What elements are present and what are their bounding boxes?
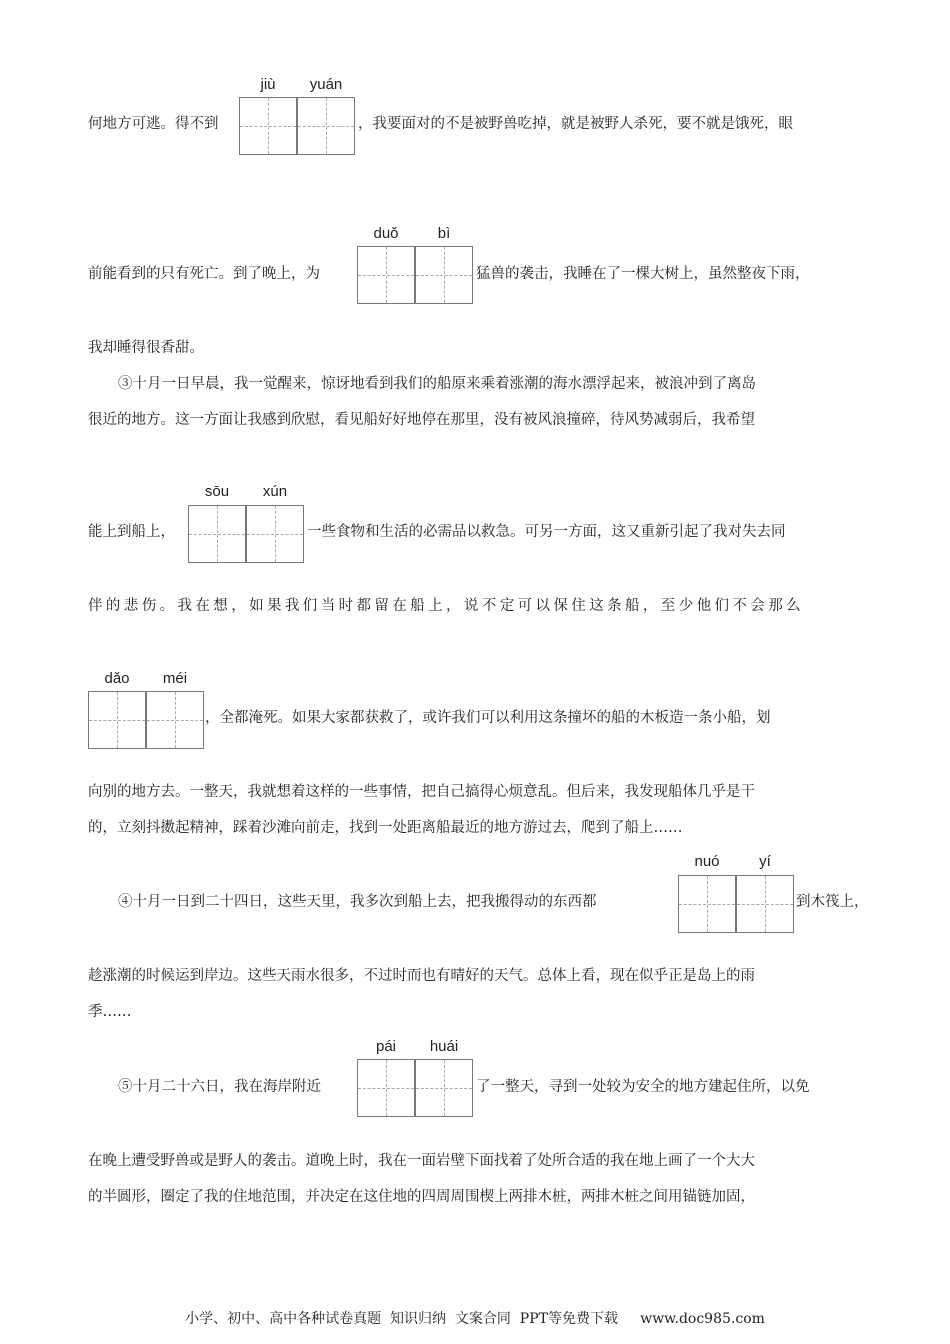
text-line: 在晚上遭受野兽或是野人的袭击。道晚上时，我在一面岩壁下面找着了处所合适的我在地上画了一个大大 (88, 1153, 755, 1169)
text-line: 猛兽的袭击，我睡在了一棵大树上，虽然整夜下雨， (476, 266, 810, 282)
pinyin-label: pái (375, 1038, 397, 1055)
text-line-content: 伴的悲伤。我在想，如果我们当时都留在船上，说不定可以保住这条船，至少他们不会那么 (88, 598, 804, 614)
pinyin-label: huái (429, 1038, 459, 1055)
answer-box[interactable] (357, 1059, 415, 1117)
pinyin-label: duǒ (373, 225, 399, 242)
text-line: 前能看到的只有死亡。到了晚上，为 (88, 266, 320, 282)
pinyin-label: jiù (260, 76, 276, 93)
pinyin-label: yí (759, 853, 771, 870)
text-line: 季…… (88, 1004, 132, 1020)
text-line (88, 596, 860, 616)
text-line: 向别的地方去。一整天，我就想着这样的一些事情，把自己搞得心烦意乱。但后来，我发现船体几乎是干 (88, 784, 755, 800)
answer-box[interactable] (678, 875, 736, 933)
paragraph-5-line: ⑤十月二十六日，我在海岸附近 (118, 1079, 321, 1095)
pinyin-label: dǎo (104, 670, 130, 687)
answer-box[interactable] (239, 97, 297, 155)
answer-box[interactable] (357, 246, 415, 304)
answer-box[interactable] (297, 97, 355, 155)
text-line: 的，立刻抖擞起精神，踩着沙滩向前走，找到一处距离船最近的地方游过去，爬到了船上…… (88, 820, 683, 836)
pinyin-label: xún (262, 483, 288, 500)
text-line: 一些食物和生活的必需品以救急。可另一方面，这又重新引起了我对失去同 (307, 524, 786, 540)
answer-box[interactable] (736, 875, 794, 933)
pinyin-label: sōu (204, 483, 230, 500)
pinyin-label: bì (437, 225, 451, 242)
text-line: 很近的地方。这一方面让我感到欣慰，看见船好好地停在那里，没有被风浪撞碎，待风势减弱后，我希望 (88, 412, 755, 428)
text-line: 到木筏上， (796, 894, 869, 910)
text-line: 我却睡得很香甜。 (88, 340, 204, 356)
answer-box[interactable] (188, 505, 246, 563)
page-footer: 小学、初中、高中各种试卷真题 知识归纳 文案合同 PPT等免费下载 www.doc985.com (185, 1311, 765, 1327)
paragraph-4-line: ④十月一日到二十四日，这些天里，我多次到船上去，把我搬得动的东西都 (118, 894, 597, 910)
text-line: 能上到船上， (88, 524, 175, 540)
text-line: ，全都淹死。如果大家都获救了，或许我们可以利用这条撞坏的船的木板造一条小船，划 (205, 710, 771, 726)
text-line: 趁涨潮的时候运到岸边。这些天雨水很多，不过时而也有晴好的天气。总体上看，现在似乎正是岛上的雨 (88, 968, 755, 984)
answer-box[interactable] (88, 691, 146, 749)
text-line: ，我要面对的不是被野兽吃掉，就是被野人杀死，要不就是饿死，眼 (358, 116, 793, 132)
pinyin-label: méi (162, 670, 188, 687)
text-line: 的半圆形，圈定了我的住地范围，并决定在这住地的四周周围楔上两排木桩，两排木桩之间用锚链加固， (88, 1189, 755, 1205)
pinyin-label: yuán (309, 76, 343, 93)
answer-box[interactable] (146, 691, 204, 749)
pinyin-label: nuó (694, 853, 720, 870)
answer-box[interactable] (415, 246, 473, 304)
answer-box[interactable] (415, 1059, 473, 1117)
answer-box[interactable] (246, 505, 304, 563)
paragraph-3-line: ③十月一日早晨，我一觉醒来，惊讶地看到我们的船原来乘着涨潮的海水漂浮起来，被浪冲到了离岛 (118, 376, 756, 392)
text-line: 了一整天，寻到一处较为安全的地方建起住所，以免 (476, 1079, 810, 1095)
text-line: 何地方可逃。得不到 (88, 116, 219, 132)
